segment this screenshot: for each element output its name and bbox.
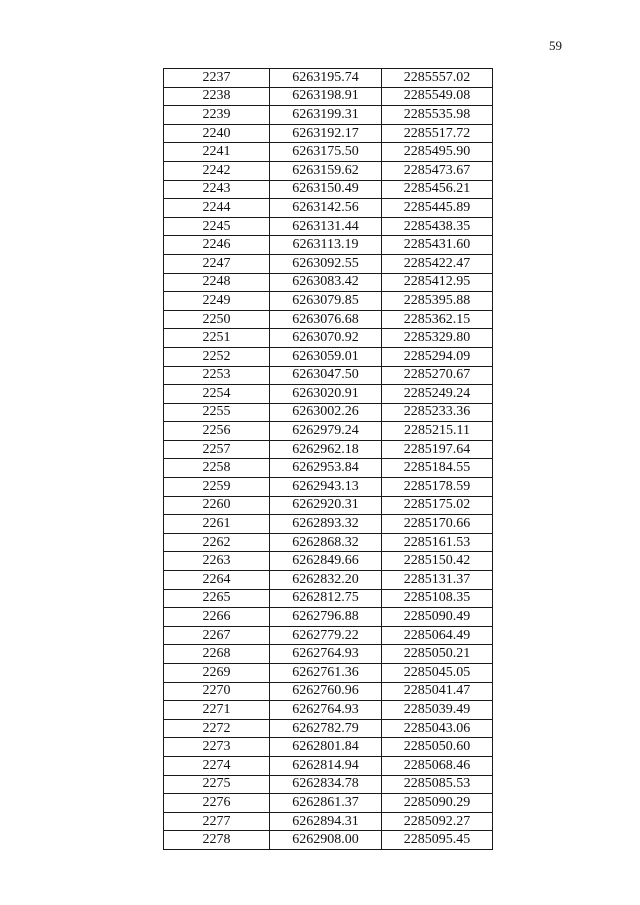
y-coordinate-cell: 2285535.98	[382, 106, 493, 125]
point-number-cell: 2272	[164, 719, 270, 738]
x-coordinate-cell: 6262908.00	[270, 831, 382, 850]
x-coordinate-cell: 6263192.17	[270, 124, 382, 143]
point-number-cell: 2248	[164, 273, 270, 292]
table-row	[164, 310, 493, 329]
x-coordinate-cell: 6262779.22	[270, 626, 382, 645]
point-number-cell: 2258	[164, 459, 270, 478]
x-coordinate-cell: 6262832.20	[270, 571, 382, 590]
y-coordinate-cell: 2285108.35	[382, 589, 493, 608]
point-number-cell: 2251	[164, 329, 270, 348]
table-row	[164, 217, 493, 236]
y-coordinate-cell: 2285233.36	[382, 403, 493, 422]
y-coordinate-cell: 2285150.42	[382, 552, 493, 571]
x-coordinate-cell: 6263159.62	[270, 161, 382, 180]
point-number-cell: 2257	[164, 440, 270, 459]
x-coordinate-cell: 6263175.50	[270, 143, 382, 162]
y-coordinate-cell: 2285517.72	[382, 124, 493, 143]
table-row	[164, 738, 493, 757]
y-coordinate-cell: 2285068.46	[382, 756, 493, 775]
point-number-cell: 2261	[164, 515, 270, 534]
point-number-cell: 2237	[164, 69, 270, 88]
page-number: 59	[549, 38, 562, 53]
table-row	[164, 366, 493, 385]
coordinate-table	[163, 68, 493, 850]
x-coordinate-cell: 6262894.31	[270, 812, 382, 831]
table-row	[164, 385, 493, 404]
y-coordinate-cell: 2285085.53	[382, 775, 493, 794]
point-number-cell: 2243	[164, 180, 270, 199]
table-row	[164, 626, 493, 645]
point-number-cell: 2267	[164, 626, 270, 645]
y-coordinate-cell: 2285178.59	[382, 478, 493, 497]
x-coordinate-cell: 6262962.18	[270, 440, 382, 459]
y-coordinate-cell: 2285438.35	[382, 217, 493, 236]
point-number-cell: 2249	[164, 292, 270, 311]
table-row	[164, 459, 493, 478]
y-coordinate-cell: 2285175.02	[382, 496, 493, 515]
point-number-cell: 2244	[164, 199, 270, 218]
table-row	[164, 403, 493, 422]
table-row	[164, 440, 493, 459]
y-coordinate-cell: 2285294.09	[382, 347, 493, 366]
table-row	[164, 756, 493, 775]
table-row	[164, 794, 493, 813]
table-row	[164, 69, 493, 88]
table-row	[164, 87, 493, 106]
x-coordinate-cell: 6263092.55	[270, 254, 382, 273]
x-coordinate-cell: 6262893.32	[270, 515, 382, 534]
point-number-cell: 2264	[164, 571, 270, 590]
x-coordinate-cell: 6262782.79	[270, 719, 382, 738]
table-row	[164, 329, 493, 348]
table-row	[164, 701, 493, 720]
x-coordinate-cell: 6263047.50	[270, 366, 382, 385]
point-number-cell: 2247	[164, 254, 270, 273]
point-number-cell: 2238	[164, 87, 270, 106]
x-coordinate-cell: 6262814.94	[270, 756, 382, 775]
x-coordinate-cell: 6262760.96	[270, 682, 382, 701]
y-coordinate-cell: 2285557.02	[382, 69, 493, 88]
x-coordinate-cell: 6263076.68	[270, 310, 382, 329]
point-number-cell: 2253	[164, 366, 270, 385]
x-coordinate-cell: 6262920.31	[270, 496, 382, 515]
table-row	[164, 292, 493, 311]
x-coordinate-cell: 6263079.85	[270, 292, 382, 311]
y-coordinate-cell: 2285456.21	[382, 180, 493, 199]
point-number-cell: 2255	[164, 403, 270, 422]
x-coordinate-cell: 6262764.93	[270, 701, 382, 720]
point-number-cell: 2269	[164, 664, 270, 683]
point-number-cell: 2271	[164, 701, 270, 720]
point-number-cell: 2256	[164, 422, 270, 441]
table-row	[164, 180, 493, 199]
x-coordinate-cell: 6263198.91	[270, 87, 382, 106]
point-number-cell: 2278	[164, 831, 270, 850]
x-coordinate-cell: 6263070.92	[270, 329, 382, 348]
x-coordinate-cell: 6263131.44	[270, 217, 382, 236]
table-row	[164, 533, 493, 552]
point-number-cell: 2277	[164, 812, 270, 831]
y-coordinate-cell: 2285549.08	[382, 87, 493, 106]
y-coordinate-cell: 2285495.90	[382, 143, 493, 162]
y-coordinate-cell: 2285270.67	[382, 366, 493, 385]
point-number-cell: 2268	[164, 645, 270, 664]
table-row	[164, 143, 493, 162]
x-coordinate-cell: 6262812.75	[270, 589, 382, 608]
y-coordinate-cell: 2285329.80	[382, 329, 493, 348]
y-coordinate-cell: 2285041.47	[382, 682, 493, 701]
x-coordinate-cell: 6263059.01	[270, 347, 382, 366]
y-coordinate-cell: 2285092.27	[382, 812, 493, 831]
table-row	[164, 422, 493, 441]
table-row	[164, 236, 493, 255]
x-coordinate-cell: 6263083.42	[270, 273, 382, 292]
point-number-cell: 2241	[164, 143, 270, 162]
y-coordinate-cell: 2285215.11	[382, 422, 493, 441]
table-row	[164, 273, 493, 292]
table-row	[164, 831, 493, 850]
y-coordinate-cell: 2285395.88	[382, 292, 493, 311]
y-coordinate-cell: 2285064.49	[382, 626, 493, 645]
table-row	[164, 199, 493, 218]
table-row	[164, 664, 493, 683]
y-coordinate-cell: 2285161.53	[382, 533, 493, 552]
point-number-cell: 2239	[164, 106, 270, 125]
x-coordinate-cell: 6263199.31	[270, 106, 382, 125]
table-row	[164, 775, 493, 794]
table-row	[164, 106, 493, 125]
table-row	[164, 515, 493, 534]
y-coordinate-cell: 2285170.66	[382, 515, 493, 534]
x-coordinate-cell: 6262861.37	[270, 794, 382, 813]
y-coordinate-cell: 2285050.21	[382, 645, 493, 664]
x-coordinate-cell: 6262764.93	[270, 645, 382, 664]
table-row	[164, 254, 493, 273]
table-row	[164, 645, 493, 664]
y-coordinate-cell: 2285249.24	[382, 385, 493, 404]
point-number-cell: 2262	[164, 533, 270, 552]
x-coordinate-cell: 6262834.78	[270, 775, 382, 794]
point-number-cell: 2240	[164, 124, 270, 143]
point-number-cell: 2263	[164, 552, 270, 571]
table-row	[164, 124, 493, 143]
point-number-cell: 2259	[164, 478, 270, 497]
x-coordinate-cell: 6263002.26	[270, 403, 382, 422]
x-coordinate-cell: 6262868.32	[270, 533, 382, 552]
point-number-cell: 2254	[164, 385, 270, 404]
point-number-cell: 2250	[164, 310, 270, 329]
y-coordinate-cell: 2285090.29	[382, 794, 493, 813]
point-number-cell: 2276	[164, 794, 270, 813]
y-coordinate-cell: 2285090.49	[382, 608, 493, 627]
table-row	[164, 812, 493, 831]
y-coordinate-cell: 2285197.64	[382, 440, 493, 459]
point-number-cell: 2252	[164, 347, 270, 366]
table-row	[164, 478, 493, 497]
y-coordinate-cell: 2285039.49	[382, 701, 493, 720]
y-coordinate-cell: 2285412.95	[382, 273, 493, 292]
x-coordinate-cell: 6262801.84	[270, 738, 382, 757]
point-number-cell: 2275	[164, 775, 270, 794]
x-coordinate-cell: 6263150.49	[270, 180, 382, 199]
y-coordinate-cell: 2285050.60	[382, 738, 493, 757]
y-coordinate-cell: 2285445.89	[382, 199, 493, 218]
x-coordinate-cell: 6262979.24	[270, 422, 382, 441]
y-coordinate-cell: 2285043.06	[382, 719, 493, 738]
coordinate-table-body	[164, 69, 493, 850]
table-row	[164, 571, 493, 590]
table-row	[164, 552, 493, 571]
table-row	[164, 496, 493, 515]
point-number-cell: 2242	[164, 161, 270, 180]
table-row	[164, 347, 493, 366]
table-row	[164, 608, 493, 627]
point-number-cell: 2260	[164, 496, 270, 515]
point-number-cell: 2265	[164, 589, 270, 608]
table-row	[164, 589, 493, 608]
table-row	[164, 682, 493, 701]
x-coordinate-cell: 6262953.84	[270, 459, 382, 478]
y-coordinate-cell: 2285431.60	[382, 236, 493, 255]
y-coordinate-cell: 2285184.55	[382, 459, 493, 478]
y-coordinate-cell: 2285422.47	[382, 254, 493, 273]
y-coordinate-cell: 2285362.15	[382, 310, 493, 329]
point-number-cell: 2246	[164, 236, 270, 255]
point-number-cell: 2270	[164, 682, 270, 701]
x-coordinate-cell: 6262796.88	[270, 608, 382, 627]
point-number-cell: 2266	[164, 608, 270, 627]
point-number-cell: 2273	[164, 738, 270, 757]
y-coordinate-cell: 2285095.45	[382, 831, 493, 850]
x-coordinate-cell: 6262849.66	[270, 552, 382, 571]
y-coordinate-cell: 2285131.37	[382, 571, 493, 590]
point-number-cell: 2274	[164, 756, 270, 775]
x-coordinate-cell: 6263195.74	[270, 69, 382, 88]
x-coordinate-cell: 6263020.91	[270, 385, 382, 404]
x-coordinate-cell: 6263113.19	[270, 236, 382, 255]
point-number-cell: 2245	[164, 217, 270, 236]
x-coordinate-cell: 6262761.36	[270, 664, 382, 683]
table-row	[164, 719, 493, 738]
y-coordinate-cell: 2285473.67	[382, 161, 493, 180]
table-row	[164, 161, 493, 180]
x-coordinate-cell: 6263142.56	[270, 199, 382, 218]
x-coordinate-cell: 6262943.13	[270, 478, 382, 497]
y-coordinate-cell: 2285045.05	[382, 664, 493, 683]
